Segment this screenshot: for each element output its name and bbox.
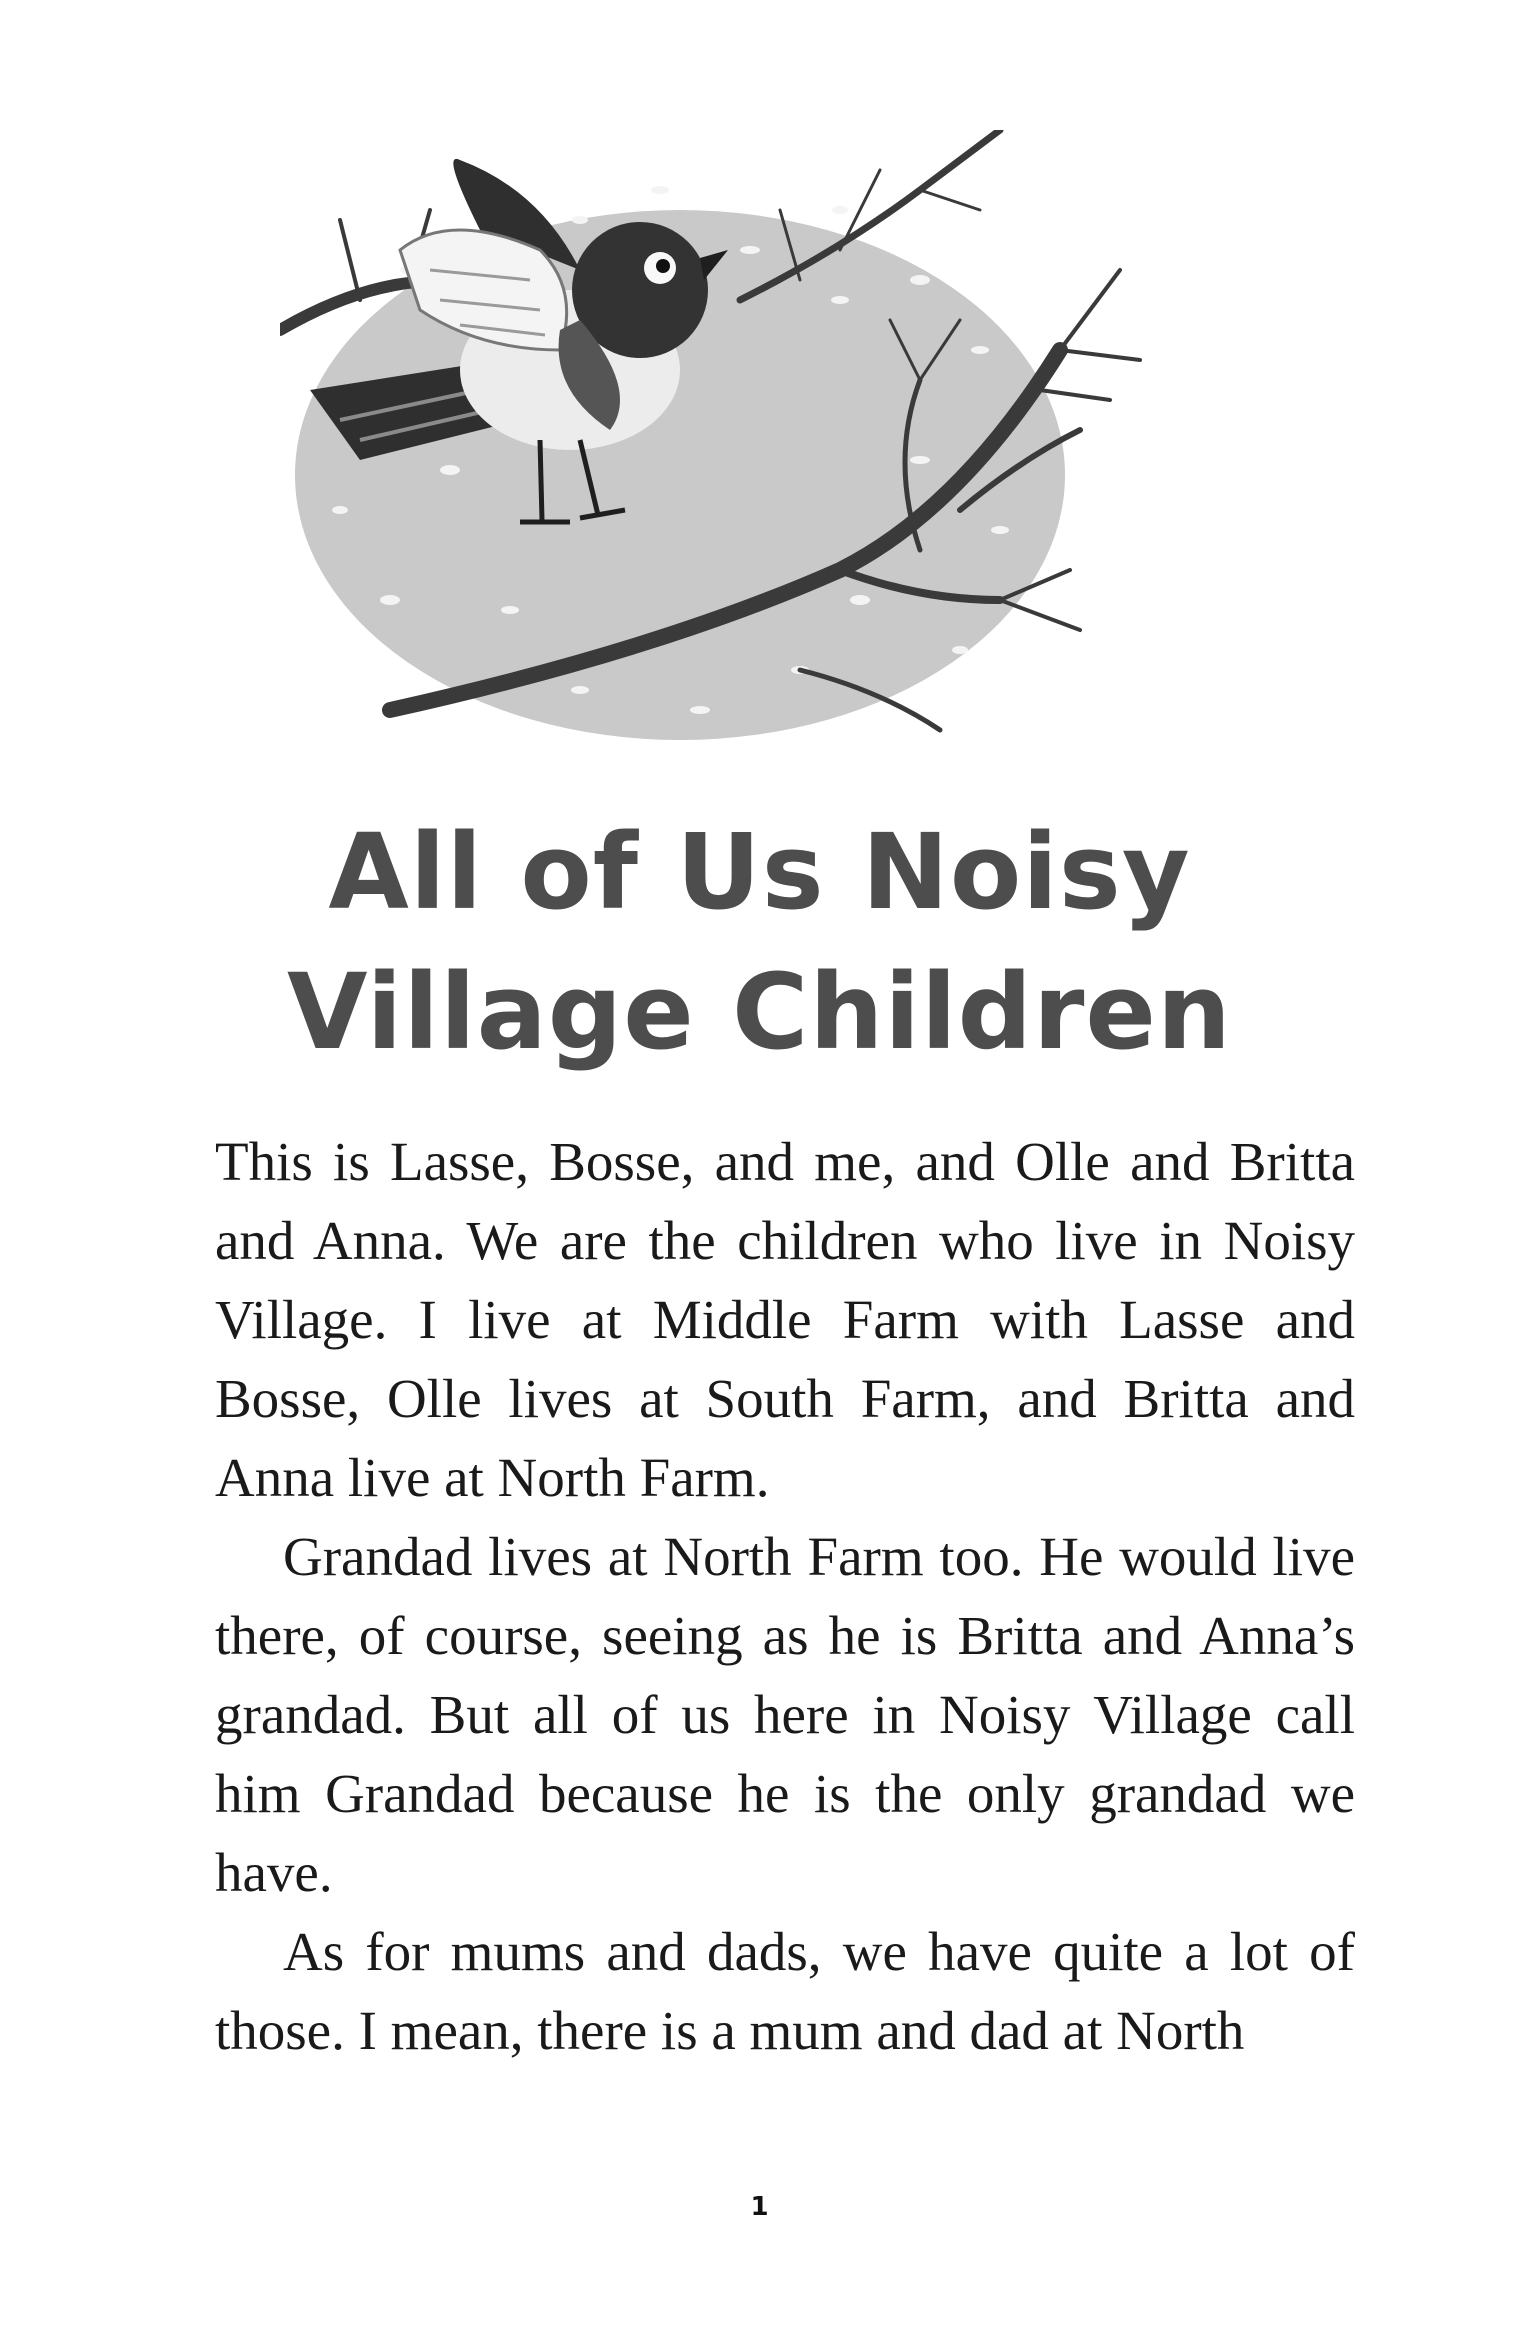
bird-on-branch-illustration <box>280 130 1240 810</box>
paragraph: As for mums and dads, we have quite a lot of those. I mean, there is a mum and dad at North <box>215 1921 1355 2061</box>
page-number: 1 <box>750 2192 769 2222</box>
paragraph: Grandad lives at North Farm too. He would live there, of course, seeing as he is Britta and Anna’s grandad. But all of us here in Noisy Village call him Grandad because he is the only grandad we have. <box>215 1526 1355 1903</box>
chapter-body <box>215 1122 1355 2070</box>
paragraph: This is Lasse, Bosse, and me, and Olle and Britta and Anna. We are the children who live in Noisy Village. I live at Middle Farm with Lasse and Bosse, Olle lives at South Farm, and Britta and Anna live at North Farm. <box>215 1131 1355 1508</box>
chapter-title-line-2: Village Children <box>287 951 1232 1073</box>
chapter-title-line-1: All of Us Noisy <box>328 811 1191 933</box>
